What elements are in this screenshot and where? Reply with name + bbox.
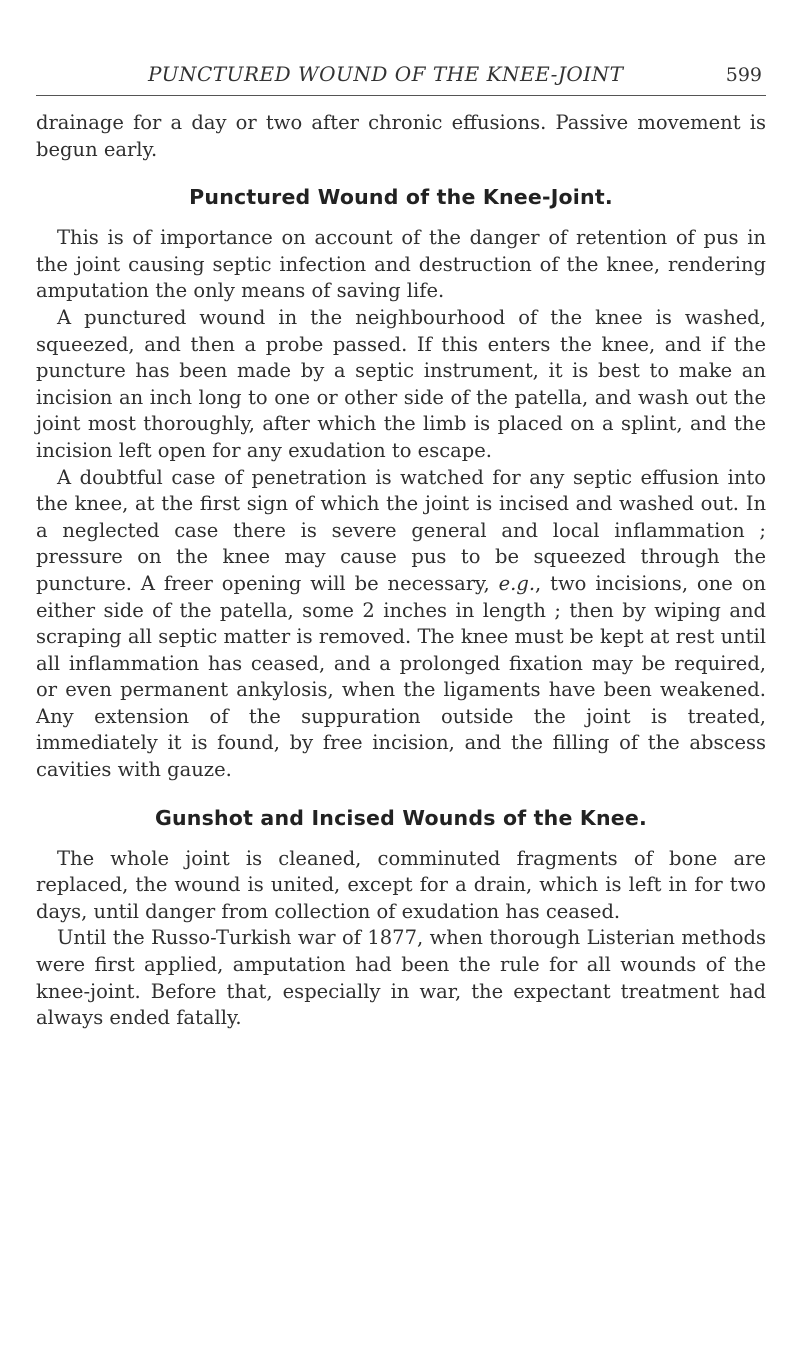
paragraph-text: A doubtful case of penetration is watched for any septic effusion into the knee, at the first sign of which the joint is incised and washed out. In a neglected case there is severe general and local inflammation ; pressure on the knee may cause pus to be squeezed through the puncture. A freer opening will be necessary,: [36, 465, 766, 595]
section-heading-punctured-wound: Punctured Wound of the Knee-Joint.: [189, 185, 613, 210]
abbreviation-eg: e.g.: [498, 571, 536, 595]
running-title: PUNCTURED WOUND OF THE KNEE-JOINT: [148, 62, 624, 86]
continuation-paragraph: drainage for a day or two after chronic effusions. Passive movement is begun early.: [36, 111, 766, 161]
section-heading-gunshot-wounds: Gunshot and Incised Wounds of the Knee.: [154, 805, 647, 830]
running-header: [36, 56, 766, 96]
paragraph: This is of importance on account of the danger of retention of pus in the joint causing septic infection and destruction of the knee, rendering amputation the only means of saving life.: [36, 226, 766, 303]
page-number: 599: [725, 64, 762, 86]
book-page: [36, 0, 766, 1359]
paragraph: [36, 465, 766, 784]
paragraph: A punctured wound in the neighbourhood of the knee is washed, squeezed, and then a probe passed. If this enters the knee, and if the puncture has been made by a septic instrument, it is best to make an incision an inch long to one or other side of the patella, and wash out the joint most thoroughly, after which the limb is placed on a splint, and the incision left open for any exudation to escape.: [36, 305, 766, 462]
paragraph: The whole joint is cleaned, comminuted fragments of bone are replaced, the wound is united, except for a drain, which is left in for two days, until danger from collection of exudation has ceased.: [36, 846, 766, 923]
paragraph-text: , two incisions, one on either side of the patella, some 2 inches in length ; then by wiping and scraping all septic matter is removed. The knee must be kept at rest until all inflammation has ceased, and a prolonged fixation may be required, or even permanent ankylosis, when the ligaments have been weakened. Any extension of the suppuration outside the joint is treated, immediately it is found, by free incision, and the filling of the abscess cavities with gauze.: [36, 571, 766, 782]
body-text: [36, 110, 766, 1032]
header-rule: [36, 95, 766, 96]
paragraph: Until the Russo-Turkish war of 1877, when thorough Listerian methods were first applied, amputation had been the rule for all wounds of the knee-joint. Before that, especially in war, the expectant treatment had always ended fatally.: [36, 926, 766, 1030]
